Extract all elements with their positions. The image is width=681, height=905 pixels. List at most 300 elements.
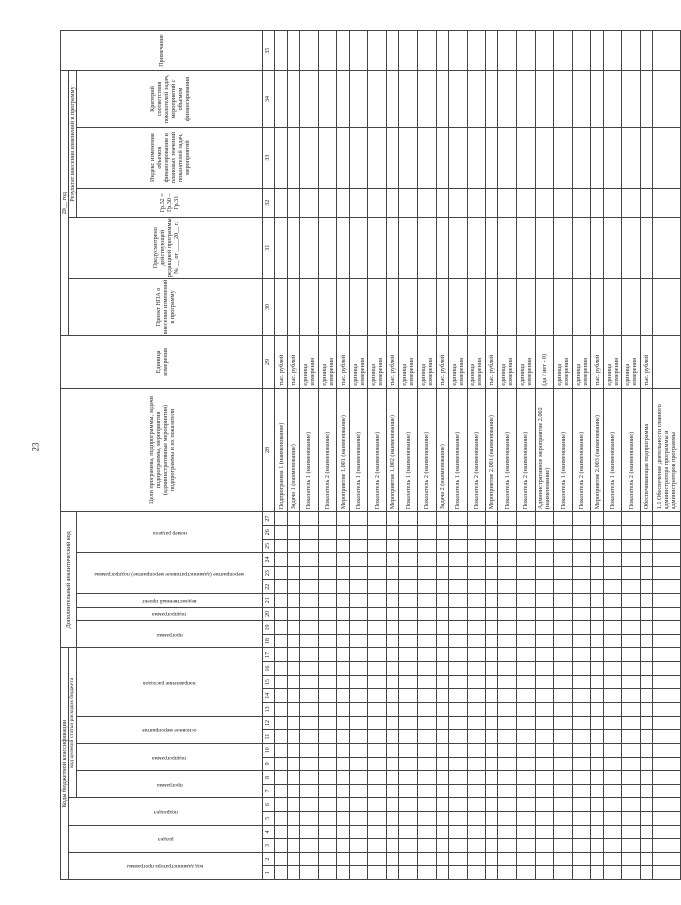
empty-cell <box>467 512 486 526</box>
empty-cell <box>368 278 387 336</box>
empty-cell <box>498 621 517 635</box>
empty-cell <box>486 593 498 607</box>
empty-cell <box>417 757 436 771</box>
column-number: 34 <box>263 71 275 128</box>
empty-cell <box>622 607 641 621</box>
empty-cell <box>641 771 653 785</box>
empty-cell <box>337 217 349 278</box>
empty-cell <box>275 566 287 580</box>
empty-cell <box>467 217 486 278</box>
empty-cell <box>386 743 398 757</box>
empty-cell <box>300 771 319 785</box>
empty-cell <box>300 188 319 217</box>
empty-cell <box>486 839 498 853</box>
empty-cell <box>572 730 591 744</box>
empty-cell <box>603 757 622 771</box>
empty-cell <box>641 566 653 580</box>
empty-cell <box>554 621 573 635</box>
column-number: 16 <box>263 662 275 676</box>
empty-cell <box>275 675 287 689</box>
column-number: 29 <box>263 336 275 388</box>
empty-cell <box>467 566 486 580</box>
empty-cell <box>300 634 319 648</box>
empty-cell <box>603 539 622 553</box>
empty-cell <box>622 621 641 635</box>
empty-cell <box>622 278 641 336</box>
empty-cell <box>641 217 653 278</box>
empty-cell <box>417 278 436 336</box>
empty-cell <box>653 621 681 635</box>
empty-cell <box>399 607 418 621</box>
empty-cell <box>572 607 591 621</box>
empty-cell <box>318 811 337 825</box>
empty-cell <box>554 852 573 866</box>
empty-cell <box>287 716 299 730</box>
empty-cell <box>417 607 436 621</box>
empty-cell <box>591 31 603 71</box>
empty-cell <box>318 784 337 798</box>
empty-cell <box>337 71 349 128</box>
empty-cell <box>300 852 319 866</box>
empty-cell <box>318 730 337 744</box>
empty-cell <box>287 634 299 648</box>
empty-cell <box>368 757 387 771</box>
empty-cell <box>448 31 467 71</box>
empty-cell <box>653 689 681 703</box>
empty-cell <box>337 566 349 580</box>
row-name: Подпрограмма 1 (наименование) <box>275 388 287 512</box>
empty-cell <box>386 607 398 621</box>
empty-cell <box>603 31 622 71</box>
empty-cell <box>554 188 573 217</box>
empty-cell <box>572 553 591 567</box>
empty-cell <box>337 593 349 607</box>
empty-cell <box>337 689 349 703</box>
row-name: Мероприятие 2.003 (наименование) <box>591 388 603 512</box>
empty-cell <box>653 217 681 278</box>
empty-cell <box>622 730 641 744</box>
empty-cell <box>653 852 681 866</box>
empty-cell <box>603 648 622 662</box>
empty-cell <box>368 512 387 526</box>
empty-cell <box>498 648 517 662</box>
column-number: 31 <box>263 217 275 278</box>
empty-cell <box>467 525 486 539</box>
empty-cell <box>318 127 337 188</box>
empty-cell <box>486 798 498 812</box>
column-number: 11 <box>263 730 275 744</box>
empty-cell <box>337 866 349 880</box>
empty-cell <box>554 607 573 621</box>
empty-cell <box>517 648 536 662</box>
empty-cell <box>603 798 622 812</box>
empty-cell <box>622 743 641 757</box>
column-number: 23 <box>263 566 275 580</box>
empty-cell <box>448 825 467 839</box>
empty-cell <box>641 539 653 553</box>
table-row <box>498 31 517 880</box>
empty-cell <box>275 716 287 730</box>
header-programma: программа <box>77 771 263 798</box>
row-name: Показатель 2 (наименование) <box>467 388 486 512</box>
row-unit: тыс. рублей <box>386 336 398 388</box>
empty-cell <box>591 675 603 689</box>
header-main-event: основное мероприятие <box>77 716 263 743</box>
empty-cell <box>653 811 681 825</box>
empty-cell <box>417 539 436 553</box>
empty-cell <box>603 634 622 648</box>
empty-cell <box>467 825 486 839</box>
empty-cell <box>275 553 287 567</box>
empty-cell <box>300 703 319 717</box>
empty-cell <box>287 784 299 798</box>
empty-cell <box>386 71 398 128</box>
empty-cell <box>498 593 517 607</box>
empty-cell <box>318 798 337 812</box>
empty-cell <box>368 217 387 278</box>
empty-cell <box>368 188 387 217</box>
empty-cell <box>572 127 591 188</box>
empty-cell <box>653 71 681 128</box>
empty-cell <box>399 512 418 526</box>
table-row <box>368 31 387 880</box>
empty-cell <box>386 580 398 594</box>
row-unit: тыс. рублей <box>275 336 287 388</box>
empty-cell <box>603 525 622 539</box>
empty-cell <box>386 716 398 730</box>
empty-cell <box>368 648 387 662</box>
empty-cell <box>287 621 299 635</box>
empty-cell <box>287 648 299 662</box>
empty-cell <box>399 580 418 594</box>
empty-cell <box>572 798 591 812</box>
empty-cell <box>572 662 591 676</box>
empty-cell <box>417 771 436 785</box>
empty-cell <box>467 730 486 744</box>
empty-cell <box>386 553 398 567</box>
empty-cell <box>417 743 436 757</box>
empty-cell <box>603 662 622 676</box>
empty-cell <box>603 784 622 798</box>
empty-cell <box>287 593 299 607</box>
empty-cell <box>337 771 349 785</box>
empty-cell <box>591 593 603 607</box>
row-name: Показатель 2 (наименование) <box>622 388 641 512</box>
empty-cell <box>486 278 498 336</box>
empty-cell <box>399 703 418 717</box>
empty-cell <box>535 621 554 635</box>
empty-cell <box>535 553 554 567</box>
empty-cell <box>287 217 299 278</box>
empty-cell <box>486 127 498 188</box>
empty-cell <box>300 127 319 188</box>
empty-cell <box>368 743 387 757</box>
empty-cell <box>386 866 398 880</box>
empty-cell <box>591 553 603 567</box>
row-name: Показатель 1 (наименование) <box>448 388 467 512</box>
row-unit: единица измерения <box>498 336 517 388</box>
empty-cell <box>498 675 517 689</box>
empty-cell <box>591 188 603 217</box>
empty-cell <box>498 703 517 717</box>
empty-cell <box>486 580 498 594</box>
empty-cell <box>653 525 681 539</box>
empty-cell <box>603 743 622 757</box>
empty-cell <box>653 512 681 526</box>
empty-cell <box>641 825 653 839</box>
empty-cell <box>386 512 398 526</box>
empty-cell <box>641 593 653 607</box>
empty-cell <box>486 566 498 580</box>
empty-cell <box>287 278 299 336</box>
empty-cell <box>467 675 486 689</box>
empty-cell <box>554 784 573 798</box>
row-name: Задача 2 (наименование) <box>436 388 448 512</box>
empty-cell <box>275 852 287 866</box>
empty-cell <box>436 689 448 703</box>
row-name: Показатель 1 (наименование) <box>603 388 622 512</box>
empty-cell <box>554 278 573 336</box>
empty-cell <box>622 31 641 71</box>
empty-cell <box>275 743 287 757</box>
empty-cell <box>436 798 448 812</box>
empty-cell <box>467 839 486 853</box>
empty-cell <box>517 811 536 825</box>
empty-cell <box>467 278 486 336</box>
empty-cell <box>318 771 337 785</box>
empty-cell <box>349 553 368 567</box>
empty-cell <box>368 716 387 730</box>
empty-cell <box>448 716 467 730</box>
empty-cell <box>535 539 554 553</box>
empty-cell <box>486 648 498 662</box>
empty-cell <box>287 852 299 866</box>
empty-cell <box>318 675 337 689</box>
empty-cell <box>641 553 653 567</box>
empty-cell <box>337 743 349 757</box>
empty-cell <box>517 127 536 188</box>
empty-cell <box>486 675 498 689</box>
program-changes-table <box>60 30 681 880</box>
empty-cell <box>448 784 467 798</box>
empty-cell <box>399 825 418 839</box>
empty-cell <box>275 771 287 785</box>
empty-cell <box>641 648 653 662</box>
column-number: 35 <box>263 31 275 71</box>
empty-cell <box>275 31 287 71</box>
table-row <box>572 31 591 880</box>
empty-cell <box>448 675 467 689</box>
empty-cell <box>436 852 448 866</box>
empty-cell <box>448 539 467 553</box>
empty-cell <box>436 539 448 553</box>
empty-cell <box>399 689 418 703</box>
empty-cell <box>417 217 436 278</box>
empty-cell <box>399 743 418 757</box>
empty-cell <box>349 566 368 580</box>
row-unit: единица измерения <box>349 336 368 388</box>
column-number: 18 <box>263 634 275 648</box>
empty-cell <box>554 839 573 853</box>
empty-cell <box>337 798 349 812</box>
table-row <box>349 31 368 880</box>
empty-cell <box>591 127 603 188</box>
empty-cell <box>517 607 536 621</box>
empty-cell <box>349 771 368 785</box>
rotated-page <box>60 30 678 880</box>
empty-cell <box>337 607 349 621</box>
header-subprogram-2: подпрограмма <box>77 607 263 621</box>
empty-cell <box>572 566 591 580</box>
empty-cell <box>275 730 287 744</box>
table-row <box>467 31 486 880</box>
empty-cell <box>300 31 319 71</box>
column-number: 6 <box>263 798 275 812</box>
empty-cell <box>641 675 653 689</box>
row-unit: единица измерения <box>572 336 591 388</box>
empty-cell <box>572 811 591 825</box>
empty-cell <box>603 188 622 217</box>
empty-cell <box>399 784 418 798</box>
empty-cell <box>318 703 337 717</box>
empty-cell <box>517 634 536 648</box>
empty-cell <box>572 217 591 278</box>
empty-cell <box>622 784 641 798</box>
empty-cell <box>386 798 398 812</box>
empty-cell <box>275 757 287 771</box>
row-name: Показатель 2 (наименование) <box>517 388 536 512</box>
empty-cell <box>517 689 536 703</box>
empty-cell <box>622 580 641 594</box>
empty-cell <box>517 825 536 839</box>
empty-cell <box>275 512 287 526</box>
empty-cell <box>337 811 349 825</box>
empty-cell <box>386 675 398 689</box>
empty-cell <box>349 580 368 594</box>
empty-cell <box>498 662 517 676</box>
empty-cell <box>572 675 591 689</box>
column-number: 15 <box>263 675 275 689</box>
empty-cell <box>622 675 641 689</box>
empty-cell <box>399 553 418 567</box>
row-name: Мероприятие 1.001 (наименование) <box>337 388 349 512</box>
empty-cell <box>300 512 319 526</box>
row-name: Показатель 2 (наименование) <box>417 388 436 512</box>
empty-cell <box>417 866 436 880</box>
empty-cell <box>275 648 287 662</box>
empty-cell <box>399 757 418 771</box>
empty-cell <box>486 634 498 648</box>
empty-cell <box>653 798 681 812</box>
empty-cell <box>349 662 368 676</box>
empty-cell <box>653 839 681 853</box>
empty-cell <box>300 784 319 798</box>
column-number: 9 <box>263 757 275 771</box>
empty-cell <box>300 825 319 839</box>
empty-cell <box>399 716 418 730</box>
empty-cell <box>386 634 398 648</box>
empty-cell <box>498 784 517 798</box>
empty-cell <box>417 825 436 839</box>
empty-cell <box>535 127 554 188</box>
empty-cell <box>603 566 622 580</box>
empty-cell <box>287 811 299 825</box>
empty-cell <box>386 662 398 676</box>
empty-cell <box>300 525 319 539</box>
empty-cell <box>517 31 536 71</box>
empty-cell <box>554 31 573 71</box>
empty-cell <box>337 580 349 594</box>
empty-cell <box>417 31 436 71</box>
empty-cell <box>517 839 536 853</box>
empty-cell <box>498 743 517 757</box>
empty-cell <box>287 675 299 689</box>
empty-cell <box>467 784 486 798</box>
empty-cell <box>368 866 387 880</box>
empty-cell <box>318 866 337 880</box>
empty-cell <box>554 675 573 689</box>
row-name: 1.1 Обеспечение деятельности главного администратора программы и администраторов программы <box>653 388 681 512</box>
empty-cell <box>368 127 387 188</box>
empty-cell <box>448 798 467 812</box>
empty-cell <box>603 607 622 621</box>
empty-cell <box>641 716 653 730</box>
empty-cell <box>436 566 448 580</box>
column-number: 4 <box>263 825 275 839</box>
empty-cell <box>399 730 418 744</box>
empty-cell <box>535 634 554 648</box>
empty-cell <box>386 127 398 188</box>
empty-cell <box>591 634 603 648</box>
empty-cell <box>554 580 573 594</box>
empty-cell <box>368 553 387 567</box>
empty-cell <box>653 607 681 621</box>
empty-cell <box>572 580 591 594</box>
column-number: 3 <box>263 839 275 853</box>
empty-cell <box>399 839 418 853</box>
empty-cell <box>337 539 349 553</box>
empty-cell <box>554 648 573 662</box>
column-number: 17 <box>263 648 275 662</box>
empty-cell <box>448 703 467 717</box>
empty-cell <box>517 539 536 553</box>
empty-cell <box>417 703 436 717</box>
empty-cell <box>300 278 319 336</box>
empty-cell <box>622 525 641 539</box>
row-unit: единица измерения <box>467 336 486 388</box>
row-name: Административное мероприятие 2.002 (наименование) <box>535 388 554 512</box>
empty-cell <box>653 771 681 785</box>
empty-cell <box>554 825 573 839</box>
empty-cell <box>603 771 622 785</box>
empty-cell <box>498 512 517 526</box>
empty-cell <box>436 525 448 539</box>
empty-cell <box>349 675 368 689</box>
empty-cell <box>641 278 653 336</box>
empty-cell <box>287 689 299 703</box>
empty-cell <box>275 621 287 635</box>
empty-cell <box>467 771 486 785</box>
row-name: Показатель 1 (наименование) <box>300 388 319 512</box>
row-unit: единица измерения <box>603 336 622 388</box>
empty-cell <box>399 278 418 336</box>
row-name: Показатель 1 (наименование) <box>349 388 368 512</box>
row-unit: тыс. рублей <box>337 336 349 388</box>
row-unit: единица измерения <box>318 336 337 388</box>
empty-cell <box>337 757 349 771</box>
empty-cell <box>399 525 418 539</box>
empty-cell <box>653 866 681 880</box>
